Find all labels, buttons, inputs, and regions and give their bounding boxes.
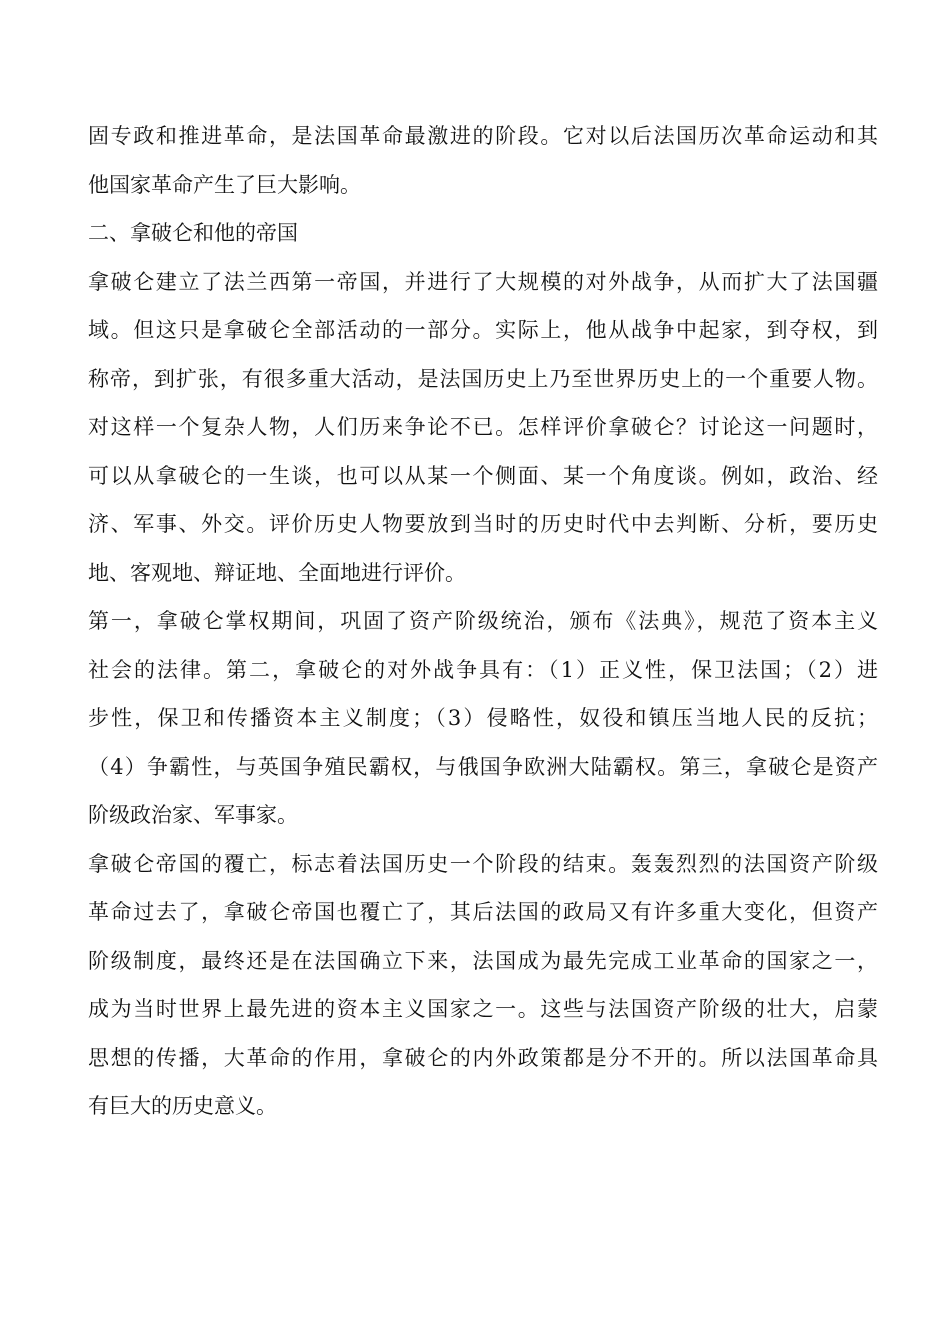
body-line: 步性，保卫和传播资本主义制度；（3）侵略性，奴役和镇压当地人民的反抗； [88, 706, 878, 730]
body-line: （4）争霸性，与英国争殖民霸权，与俄国争欧洲大陆霸权。第三，拿破仑是资产 [88, 754, 878, 779]
body-line: 可以从拿破仑的一生谈，也可以从某一个侧面、某一个角度谈。例如，政治、经 [88, 463, 878, 488]
body-line: 域。但这只是拿破仑全部活动的一部分。实际上，他从战争中起家，到夺权，到 [88, 318, 878, 342]
body-line: 拿破仑建立了法兰西第一帝国，并进行了大规模的对外战争，从而扩大了法国疆 [88, 269, 878, 294]
body-line: 成为当时世界上最先进的资本主义国家之一。这些与法国资产阶级的壮大，启蒙 [88, 997, 878, 1021]
document-body [88, 112, 878, 1131]
body-line: 固专政和推进革命，是法国革命最激进的阶段。它对以后法国历次革命运动和其 [88, 124, 878, 148]
body-line: 他国家革命产生了巨大影响。 [88, 172, 361, 197]
body-line: 有巨大的历史意义。 [88, 1094, 277, 1118]
body-line: 第一，拿破仑掌权期间，巩固了资产阶级统治，颁布《法典》，规范了资本主义 [88, 609, 878, 633]
body-line: 思想的传播，大革命的作用，拿破仑的内外政策都是分不开的。所以法国革命具 [88, 1045, 878, 1070]
body-line: 地、客观地、辩证地、全面地进行评价。 [88, 560, 466, 585]
body-line: 社会的法律。第二，拿破仑的对外战争具有：（1）正义性，保卫法国；（2）进 [88, 657, 878, 682]
body-line: 济、军事、外交。评价历史人物要放到当时的历史时代中去判断、分析，要历史 [88, 512, 878, 536]
body-line: 拿破仑帝国的覆亡，标志着法国历史一个阶段的结束。轰轰烈烈的法国资产阶级 [88, 851, 878, 876]
body-line: 对这样一个复杂人物，人们历来争论不已。怎样评价拿破仑？讨论这一问题时， [88, 415, 878, 439]
body-line: 革命过去了，拿破仑帝国也覆亡了，其后法国的政局又有许多重大变化，但资产 [88, 900, 878, 924]
body-line: 称帝，到扩张，有很多重大活动，是法国历史上乃至世界历史上的一个重要人物。 [88, 366, 878, 391]
section-heading: 二、拿破仑和他的帝国 [88, 221, 298, 245]
body-line: 阶级制度，最终还是在法国确立下来，法国成为最先完成工业革命的国家之一， [88, 948, 878, 973]
body-line: 阶级政治家、军事家。 [88, 803, 298, 827]
